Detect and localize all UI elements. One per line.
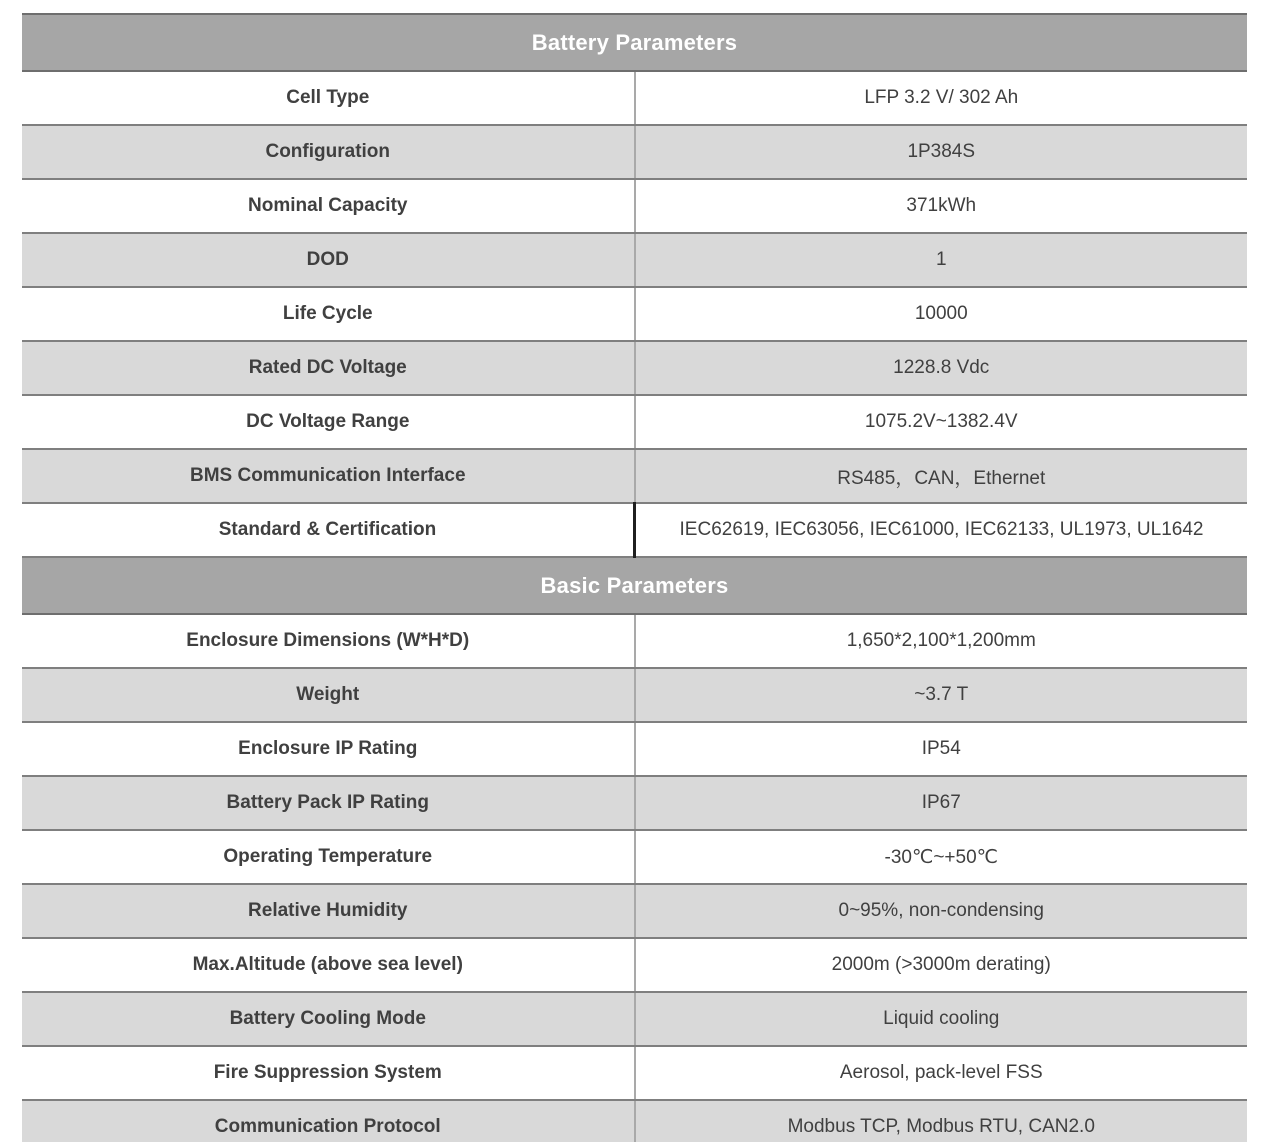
param-label: Enclosure IP Rating	[22, 722, 635, 776]
param-value: 2000m (>3000m derating)	[635, 938, 1248, 992]
param-label: Fire Suppression System	[22, 1046, 635, 1100]
table-row-operating-temperature	[22, 830, 1247, 884]
param-label: Configuration	[22, 125, 635, 179]
param-value: 1	[635, 233, 1248, 287]
table-row-life-cycle	[22, 287, 1247, 341]
param-value: -30℃~+50℃	[635, 830, 1248, 884]
section-header-basic-parameters	[22, 557, 1247, 614]
param-value: RS485，CAN，Ethernet	[635, 449, 1248, 503]
param-value: Aerosol, pack-level FSS	[635, 1046, 1248, 1100]
param-label: Standard & Certification	[22, 503, 635, 557]
param-value: IEC62619, IEC63056, IEC61000, IEC62133, UL1973, UL1642	[635, 503, 1248, 557]
table-row-standard-certification	[22, 503, 1247, 557]
table-row-configuration	[22, 125, 1247, 179]
param-label: Life Cycle	[22, 287, 635, 341]
param-label: DC Voltage Range	[22, 395, 635, 449]
param-value: 1P384S	[635, 125, 1248, 179]
section-header-battery-parameters	[22, 14, 1247, 71]
param-value: Modbus TCP, Modbus RTU, CAN2.0	[635, 1100, 1248, 1142]
param-value: IP67	[635, 776, 1248, 830]
param-label: Operating Temperature	[22, 830, 635, 884]
param-value: 0~95%, non-condensing	[635, 884, 1248, 938]
table-row-enclosure-dimensions	[22, 614, 1247, 668]
section-title: Basic Parameters	[22, 557, 1247, 614]
table-row-max-altitude	[22, 938, 1247, 992]
param-label: Cell Type	[22, 71, 635, 125]
param-label: BMS Communication Interface	[22, 449, 635, 503]
table-row-weight	[22, 668, 1247, 722]
param-value: Liquid cooling	[635, 992, 1248, 1046]
table-row-cell-type	[22, 71, 1247, 125]
param-label: Battery Pack IP Rating	[22, 776, 635, 830]
param-value: 10000	[635, 287, 1248, 341]
table-row-fire-suppression-system	[22, 1046, 1247, 1100]
table-row-enclosure-ip-rating	[22, 722, 1247, 776]
param-value: IP54	[635, 722, 1248, 776]
param-label: Nominal Capacity	[22, 179, 635, 233]
param-label: Battery Cooling Mode	[22, 992, 635, 1046]
table-row-relative-humidity	[22, 884, 1247, 938]
param-value: 1,650*2,100*1,200mm	[635, 614, 1248, 668]
param-label: Rated DC Voltage	[22, 341, 635, 395]
parameters-table	[22, 13, 1247, 1142]
param-value: 1075.2V~1382.4V	[635, 395, 1248, 449]
table-row-battery-cooling-mode	[22, 992, 1247, 1046]
param-value: ~3.7 T	[635, 668, 1248, 722]
table-row-rated-dc-voltage	[22, 341, 1247, 395]
table-row-dc-voltage-range	[22, 395, 1247, 449]
table-row-communication-protocol	[22, 1100, 1247, 1142]
param-value: LFP 3.2 V/ 302 Ah	[635, 71, 1248, 125]
param-label: DOD	[22, 233, 635, 287]
param-label: Enclosure Dimensions (W*H*D)	[22, 614, 635, 668]
table-row-dod	[22, 233, 1247, 287]
param-value: 1228.8 Vdc	[635, 341, 1248, 395]
table-row-nominal-capacity	[22, 179, 1247, 233]
param-label: Relative Humidity	[22, 884, 635, 938]
param-label: Weight	[22, 668, 635, 722]
param-label: Communication Protocol	[22, 1100, 635, 1142]
section-title: Battery Parameters	[22, 14, 1247, 71]
table-row-battery-pack-ip-rating	[22, 776, 1247, 830]
param-value: 371kWh	[635, 179, 1248, 233]
param-label: Max.Altitude (above sea level)	[22, 938, 635, 992]
table-row-bms-communication-interface	[22, 449, 1247, 503]
